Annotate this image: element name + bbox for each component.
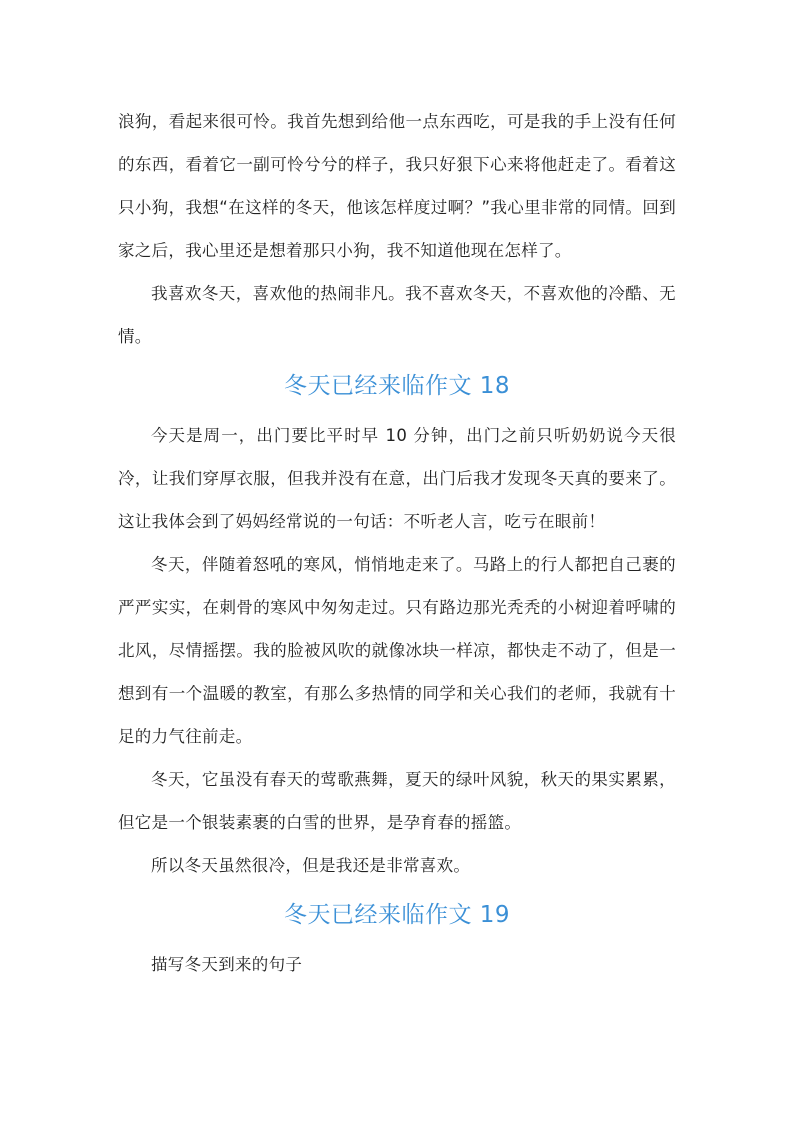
paragraph-cold-wind: 冬天，伴随着怒吼的寒风，悄悄地走来了。马路上的行人都把自己裹的严严实实，在刺骨的寒风中匆匆走过。只有路边那光秃秃的小树迎着呼啸的北风，尽情摇摆。我的脸被风吹的就像冰块一样凉，都快走不动了，但是一想到有一个温暖的教室，有那么多热情的同学和关心我们的老师，我就有十足的力气往前走。	[118, 555, 676, 746]
paragraph-stray-dog: 浪狗，看起来很可怜。我首先想到给他一点东西吃，可是我的手上没有任何的东西，看着它一副可怜兮兮的样子，我只好狠下心来将他赶走了。看着这只小狗，我想“在这样的冬天，他该怎样度过啊？”我心里非常的同情。回到家之后，我心里还是想着那只小狗，我不知道他现在怎样了。	[118, 112, 676, 260]
paragraph-snow-world: 冬天，它虽没有春天的莺歌燕舞，夏天的绿叶风貌，秋天的果实累累，但它是一个银装素裹的白雪的世界，是孕育春的摇篮。	[118, 770, 676, 832]
section-heading-19: 冬天已经来临作文 19	[283, 902, 511, 928]
paragraph-conclusion: 所以冬天虽然很冷，但是我还是非常喜欢。	[151, 856, 471, 875]
paragraph-like-winter: 我喜欢冬天，喜欢他的热闹非凡。我不喜欢冬天，不喜欢他的冷酷、无情。	[118, 284, 676, 346]
paragraph-monday: 今天是周一，出门要比平时早 10 分钟，出门之前只听奶奶说今天很冷，让我们穿厚衣服，但我并没有在意，出门后我才发现冬天真的要来了。这让我体会到了妈妈经常说的一句话：不听老人言，吃亏在眼前！	[118, 426, 676, 531]
section-heading-18: 冬天已经来临作文 18	[283, 373, 511, 399]
document-body	[118, 100, 676, 986]
paragraph-describe-winter: 描写冬天到来的句子	[151, 955, 303, 974]
